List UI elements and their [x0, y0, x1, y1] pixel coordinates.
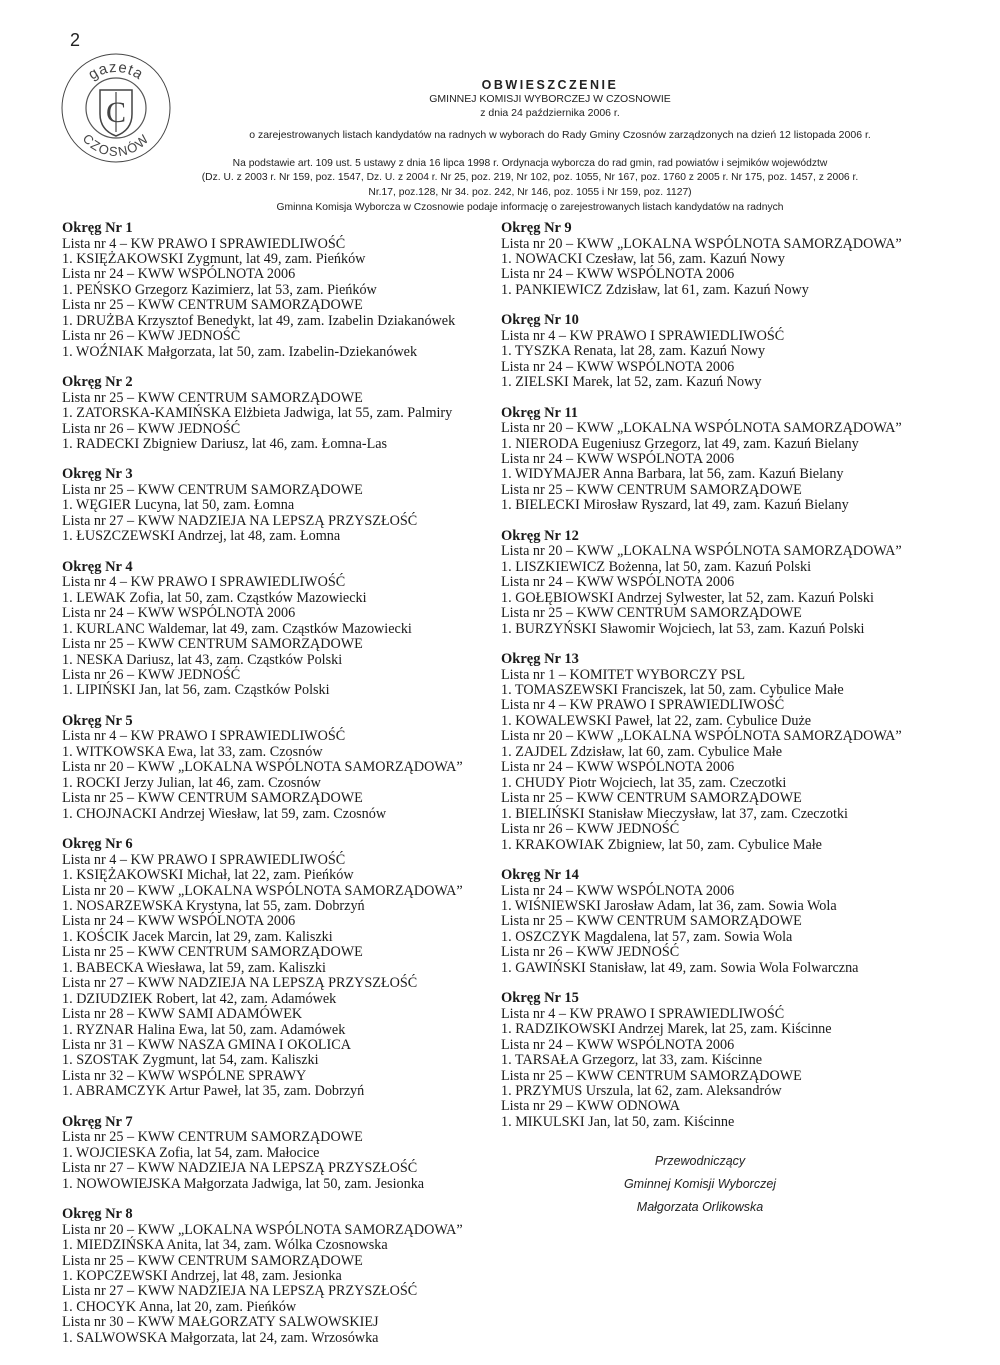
candidate-entry: 1. SALWOWSKA Małgorzata, lat 24, zam. Wrzosówka [62, 1329, 379, 1346]
list-committee: Lista nr 4 – KW PRAWO I SPRAWIEDLIWOŚĆ [501, 697, 785, 714]
list-committee: Lista nr 25 – KWW CENTRUM SAMORZĄDOWE [62, 1129, 363, 1146]
candidate-entry: 1. ŁUSZCZEWSKI Andrzej, lat 48, zam. Łomna [62, 528, 341, 545]
logo-letter: C [105, 96, 127, 129]
signature-block [580, 1150, 820, 1219]
notice-subtitle: GMINNEJ KOMISJI WYBORCZEJ W CZOSNOWIE [429, 93, 671, 105]
district-title: Okręg Nr 6 [62, 836, 133, 853]
district-title: Okręg Nr 12 [501, 527, 579, 544]
candidate-entry: 1. ZIELSKI Marek, lat 52, zam. Kazuń Nowy [501, 374, 762, 391]
legal-basis-line: Na podstawie art. 109 ust. 5 ustawy z dnia 16 lipca 1998 r. Ordynacja wyborcza do rad gmin, rad powiatów i sejmików województw [232, 158, 828, 169]
list-committee: Lista nr 25 – KWW CENTRUM SAMORZĄDOWE [62, 297, 363, 314]
candidate-entry: 1. BABECKA Wiesława, lat 59, zam. Kaliszki [62, 959, 326, 976]
district-title: Okręg Nr 8 [62, 1206, 133, 1223]
district-block [62, 467, 512, 544]
candidate-entry: 1. KSIĘŻAKOWSKI Zygmunt, lat 49, zam. Pieńków [62, 250, 366, 267]
candidate-entry: 1. KSIĘŻAKOWSKI Michał, lat 22, zam. Pieńków [62, 867, 354, 884]
list-committee: Lista nr 24 – KWW WSPÓLNOTA 2006 [62, 913, 296, 930]
candidate-entry: 1. RADECKI Zbigniew Dariusz, lat 46, zam. Łomna-Las [62, 435, 388, 452]
district-title: Okręg Nr 2 [62, 374, 133, 391]
list-committee: Lista nr 4 – KW PRAWO I SPRAWIEDLIWOŚĆ [62, 851, 346, 868]
list-committee: Lista nr 20 – KWW „LOKALNA WSPÓLNOTA SAMORZĄDOWA” [501, 728, 902, 745]
left-column [62, 221, 512, 1361]
district-title: Okręg Nr 15 [501, 990, 579, 1007]
district-title: Okręg Nr 13 [501, 651, 579, 668]
district-block [62, 221, 512, 360]
candidate-entry: 1. ABRAMCZYK Artur Paweł, lat 35, zam. Dobrzyń [62, 1083, 365, 1100]
candidate-entry: 1. KOWALEWSKI Paweł, lat 22, zam. Cybulice Duże [501, 712, 812, 729]
candidate-entry: 1. KURLANC Waldemar, lat 49, zam. Cząstków Mazowiecki [62, 620, 412, 637]
candidate-entry: 1. TOMASZEWSKI Franciszek, lat 50, zam. Cybulice Małe [501, 682, 844, 699]
list-committee: Lista nr 20 – KWW „LOKALNA WSPÓLNOTA SAMORZĄDOWA” [501, 235, 902, 252]
district-title: Okręg Nr 3 [62, 466, 133, 483]
candidate-entry: 1. LISZKIEWICZ Bożenna, lat 50, zam. Kazuń Polski [501, 558, 812, 575]
candidate-entry: 1. LIPIŃSKI Jan, lat 56, zam. Cząstków Polski [62, 682, 330, 699]
list-committee: Lista nr 24 – KWW WSPÓLNOTA 2006 [501, 358, 735, 375]
list-committee: Lista nr 25 – KWW CENTRUM SAMORZĄDOWE [62, 1252, 363, 1269]
list-committee: Lista nr 24 – KWW WSPÓLNOTA 2006 [501, 451, 735, 468]
candidate-entry: 1. RYZNAR Halina Ewa, lat 50, zam. Adamówek [62, 1021, 346, 1038]
candidate-entry: 1. TYSZKA Renata, lat 28, zam. Kazuń Nowy [501, 343, 766, 360]
candidate-entry: 1. DRUŻBA Krzysztof Benedykt, lat 49, zam. Izabelin Dziakanówek [62, 312, 456, 329]
list-committee: Lista nr 29 – KWW ODNOWA [501, 1098, 681, 1115]
list-committee: Lista nr 27 – KWW NADZIEJA NA LEPSZĄ PRZYSZŁOŚĆ [62, 1160, 418, 1177]
candidate-entry: 1. MIKULSKI Jan, lat 50, zam. Kiścinne [501, 1113, 735, 1130]
legal-basis-line: (Dz. U. z 2003 r. Nr 159, poz. 1547, Dz. U. z 2004 r. Nr 25, poz. 219, Nr 102, poz. 1055, Nr 167, poz. 1760 z 2005 r. Nr 175, poz. 1457, z 2006 r. [201, 172, 859, 184]
district-block [501, 529, 951, 637]
district-title: Okręg Nr 10 [501, 312, 579, 329]
candidate-entry: 1. NOWACKI Czesław, lat 56, zam. Kazuń Nowy [501, 250, 785, 267]
list-committee: Lista nr 25 – KWW CENTRUM SAMORZĄDOWE [62, 389, 363, 406]
list-committee: Lista nr 1 – KOMITET WYBORCZY PSL [501, 666, 746, 683]
list-committee: Lista nr 25 – KWW CENTRUM SAMORZĄDOWE [501, 913, 802, 930]
candidate-entry: 1. MIEDZIŃSKA Anita, lat 34, zam. Wólka Czosnowska [62, 1237, 388, 1254]
candidate-entry: 1. WITKOWSKA Ewa, lat 33, zam. Czosnów [62, 743, 323, 760]
signature-role: Przewodniczący [654, 1154, 746, 1168]
candidate-entry: 1. ZATORSKA-KAMIŃSKA Elżbieta Jadwiga, lat 55, zam. Palmiry [62, 405, 453, 422]
candidate-entry: 1. RADZIKOWSKI Andrzej Marek, lat 25, zam. Kiścinne [501, 1021, 832, 1038]
list-committee: Lista nr 28 – KWW SAMI ADAMÓWEK [62, 1006, 303, 1023]
list-committee: Lista nr 24 – KWW WSPÓLNOTA 2006 [62, 266, 296, 283]
svg-text:CZOSNÓW [80, 131, 153, 159]
district-block [501, 652, 951, 853]
list-committee: Lista nr 20 – KWW „LOKALNA WSPÓLNOTA SAMORZĄDOWA” [501, 543, 902, 560]
candidate-entry: 1. BURZYŃSKI Sławomir Wojciech, lat 53, zam. Kazuń Polski [501, 620, 865, 637]
notice-date: z dnia 24 października 2006 r. [480, 107, 620, 119]
list-committee: Lista nr 26 – KWW JEDNOŚĆ [62, 328, 241, 345]
list-committee: Lista nr 25 – KWW CENTRUM SAMORZĄDOWE [62, 790, 363, 807]
candidate-entry: 1. ROCKI Jerzy Julian, lat 46, zam. Czosnów [62, 774, 321, 791]
list-committee: Lista nr 32 – KWW WSPÓLNE SPRAWY [62, 1067, 307, 1084]
notice-about: o zarejestrowanych listach kandydatów na radnych w wyborach do Rady Gminy Czosnów zarządzonych na dzień 12 listopada 2006 r. [249, 129, 871, 141]
list-committee: Lista nr 4 – KW PRAWO I SPRAWIEDLIWOŚĆ [62, 235, 346, 252]
candidate-entry: 1. BIELECKI Mirosław Ryszard, lat 49, zam. Kazuń Bielany [501, 497, 849, 514]
district-block [62, 1115, 512, 1192]
list-committee: Lista nr 25 – KWW CENTRUM SAMORZĄDOWE [501, 605, 802, 622]
district-title: Okręg Nr 11 [501, 404, 579, 421]
logo-text-bottom: CZOSNÓW [79, 130, 153, 160]
district-block [501, 221, 951, 298]
svg-text:gazeta [85, 59, 146, 84]
list-committee: Lista nr 24 – KWW WSPÓLNOTA 2006 [501, 1036, 735, 1053]
candidate-entry: 1. TARSAŁA Grzegorz, lat 33, zam. Kiścinne [501, 1052, 763, 1069]
list-committee: Lista nr 24 – KWW WSPÓLNOTA 2006 [501, 882, 735, 899]
list-committee: Lista nr 27 – KWW NADZIEJA NA LEPSZĄ PRZYSZŁOŚĆ [62, 512, 418, 529]
district-title: Okręg Nr 7 [62, 1113, 133, 1130]
list-committee: Lista nr 20 – KWW „LOKALNA WSPÓLNOTA SAMORZĄDOWA” [62, 882, 463, 899]
candidate-entry: 1. KOŚCIK Jacek Marcin, lat 29, zam. Kaliszki [62, 928, 333, 945]
candidate-entry: 1. KOPCZEWSKI Andrzej, lat 48, zam. Jesionka [62, 1268, 342, 1285]
list-committee: Lista nr 26 – KWW JEDNOŚĆ [62, 420, 241, 437]
candidate-entry: 1. PEŃSKO Grzegorz Kazimierz, lat 53, zam. Pieńków [62, 281, 377, 298]
gazeta-czosnow-logo [60, 52, 172, 164]
list-committee: Lista nr 25 – KWW CENTRUM SAMORZĄDOWE [62, 944, 363, 961]
candidate-entry: 1. CHUDY Piotr Wojciech, lat 35, zam. Czeczotki [501, 774, 787, 791]
list-committee: Lista nr 24 – KWW WSPÓLNOTA 2006 [501, 759, 735, 776]
list-committee: Lista nr 24 – KWW WSPÓLNOTA 2006 [62, 605, 296, 622]
list-committee: Lista nr 26 – KWW JEDNOŚĆ [501, 944, 680, 961]
list-committee: Lista nr 31 – KWW NASZA GMINA I OKOLICA [62, 1037, 351, 1054]
candidate-entry: 1. NOSARZEWSKA Krystyna, lat 55, zam. Dobrzyń [62, 897, 365, 914]
signature-name: Małgorzata Orlikowska [636, 1200, 764, 1214]
signature-body: Gminnej Komisji Wyborczej [623, 1177, 777, 1191]
candidate-entry: 1. BIELIŃSKI Stanisław Mieczysław, lat 37, zam. Czeczotki [501, 805, 848, 822]
district-block [501, 406, 951, 514]
district-block [501, 868, 951, 976]
candidate-entry: 1. KRAKOWIAK Zbigniew, lat 50, zam. Cybulice Małe [501, 836, 822, 853]
list-committee: Lista nr 30 – KWW MAŁGORZATY SALWOWSKIEJ [62, 1314, 379, 1331]
list-committee: Lista nr 25 – KWW CENTRUM SAMORZĄDOWE [501, 790, 802, 807]
district-block [62, 560, 512, 699]
notice-info: Gminna Komisja Wyborcza w Czosnowie podaje informację o zarejestrowanych listach kandydatów na radnych [276, 202, 784, 213]
list-committee: Lista nr 25 – KWW CENTRUM SAMORZĄDOWE [501, 1067, 802, 1084]
district-block [62, 837, 512, 1100]
candidate-entry: 1. NIERODA Eugeniusz Grzegorz, lat 49, zam. Kazuń Bielany [501, 435, 859, 452]
district-title: Okręg Nr 14 [501, 867, 579, 883]
list-committee: Lista nr 4 – KW PRAWO I SPRAWIEDLIWOŚĆ [62, 574, 346, 591]
list-committee: Lista nr 20 – KWW „LOKALNA WSPÓLNOTA SAMORZĄDOWA” [62, 1221, 463, 1238]
list-committee: Lista nr 25 – KWW CENTRUM SAMORZĄDOWE [62, 481, 363, 498]
district-block [62, 375, 512, 452]
candidate-entry: 1. GOŁĘBIOWSKI Andrzej Sylwester, lat 52, zam. Kazuń Polski [501, 589, 874, 606]
right-column [501, 221, 951, 1145]
candidate-entry: 1. DZIUDZIEK Robert, lat 42, zam. Adamówek [62, 990, 337, 1007]
candidate-entry: 1. CHOJNACKI Andrzej Wiesław, lat 59, zam. Czosnów [62, 805, 387, 822]
legal-basis [120, 157, 940, 200]
candidate-entry: 1. SZOSTAK Zygmunt, lat 54, zam. Kaliszki [62, 1052, 319, 1069]
list-committee: Lista nr 24 – KWW WSPÓLNOTA 2006 [501, 266, 735, 283]
district-block [62, 1207, 512, 1346]
district-block [501, 991, 951, 1130]
candidate-entry: 1. LEWAK Zofia, lat 50, zam. Cząstków Mazowiecki [62, 589, 367, 606]
notice-title: OBWIESZCZENIE [481, 78, 619, 92]
candidate-entry: 1. WĘGIER Lucyna, lat 50, zam. Łomna [62, 497, 295, 514]
list-committee: Lista nr 4 – KW PRAWO I SPRAWIEDLIWOŚĆ [501, 327, 785, 344]
list-committee: Lista nr 4 – KW PRAWO I SPRAWIEDLIWOŚĆ [501, 1005, 785, 1022]
candidate-entry: 1. NESKA Dariusz, lat 43, zam. Cząstków Polski [62, 651, 343, 668]
candidate-entry: 1. GAWIŃSKI Stanisław, lat 49, zam. Sowia Wola Folwarczna [501, 959, 859, 976]
list-committee: Lista nr 20 – KWW „LOKALNA WSPÓLNOTA SAMORZĄDOWA” [62, 759, 463, 776]
logo-text-top: gazeta [85, 58, 147, 84]
district-block [62, 714, 512, 822]
list-committee: Lista nr 4 – KW PRAWO I SPRAWIEDLIWOŚĆ [62, 728, 346, 745]
legal-basis-line: Nr.17, poz.128, Nr 34. poz. 242, Nr 146, poz. 1055 i Nr 159, poz. 1127) [368, 186, 692, 198]
candidate-entry: 1. WOJCIESKA Zofia, lat 54, zam. Małocice [62, 1144, 320, 1161]
candidate-entry: 1. OSZCZYK Magdalena, lat 57, zam. Sowia Wola [501, 928, 793, 945]
district-title: Okręg Nr 9 [501, 220, 572, 236]
list-committee: Lista nr 24 – KWW WSPÓLNOTA 2006 [501, 574, 735, 591]
list-committee: Lista nr 26 – KWW JEDNOŚĆ [501, 821, 680, 838]
list-committee: Lista nr 27 – KWW NADZIEJA NA LEPSZĄ PRZYSZŁOŚĆ [62, 1283, 418, 1300]
list-committee: Lista nr 27 – KWW NADZIEJA NA LEPSZĄ PRZYSZŁOŚĆ [62, 975, 418, 992]
page-number: 2 [70, 30, 81, 50]
candidate-entry: 1. WIŚNIEWSKI Jarosław Adam, lat 36, zam. Sowia Wola [501, 897, 837, 914]
list-committee: Lista nr 26 – KWW JEDNOŚĆ [62, 666, 241, 683]
candidate-entry: 1. CHOCYK Anna, lat 20, zam. Pieńków [62, 1298, 297, 1315]
candidate-entry: 1. PRZYMUS Urszula, lat 62, zam. Aleksandrów [501, 1082, 782, 1099]
list-committee: Lista nr 25 – KWW CENTRUM SAMORZĄDOWE [501, 481, 802, 498]
district-title: Okręg Nr 5 [62, 712, 133, 729]
list-committee: Lista nr 20 – KWW „LOKALNA WSPÓLNOTA SAMORZĄDOWA” [501, 420, 902, 437]
candidate-entry: 1. PANKIEWICZ Zdzisław, lat 61, zam. Kazuń Nowy [501, 281, 809, 298]
candidate-entry: 1. WOŹNIAK Małgorzata, lat 50, zam. Izabelin-Dziekanówek [62, 343, 418, 360]
district-title: Okręg Nr 1 [62, 220, 133, 236]
district-title: Okręg Nr 4 [62, 558, 133, 575]
list-committee: Lista nr 25 – KWW CENTRUM SAMORZĄDOWE [62, 636, 363, 653]
district-block [501, 313, 951, 390]
candidate-entry: 1. NOWOWIEJSKA Małgorzata Jadwiga, lat 50, zam. Jesionka [62, 1175, 425, 1192]
candidate-entry: 1. ZAJDEL Zdzisław, lat 60, zam. Cybulice Małe [501, 743, 783, 760]
candidate-entry: 1. WIDYMAJER Anna Barbara, lat 56, zam. Kazuń Bielany [501, 466, 844, 483]
